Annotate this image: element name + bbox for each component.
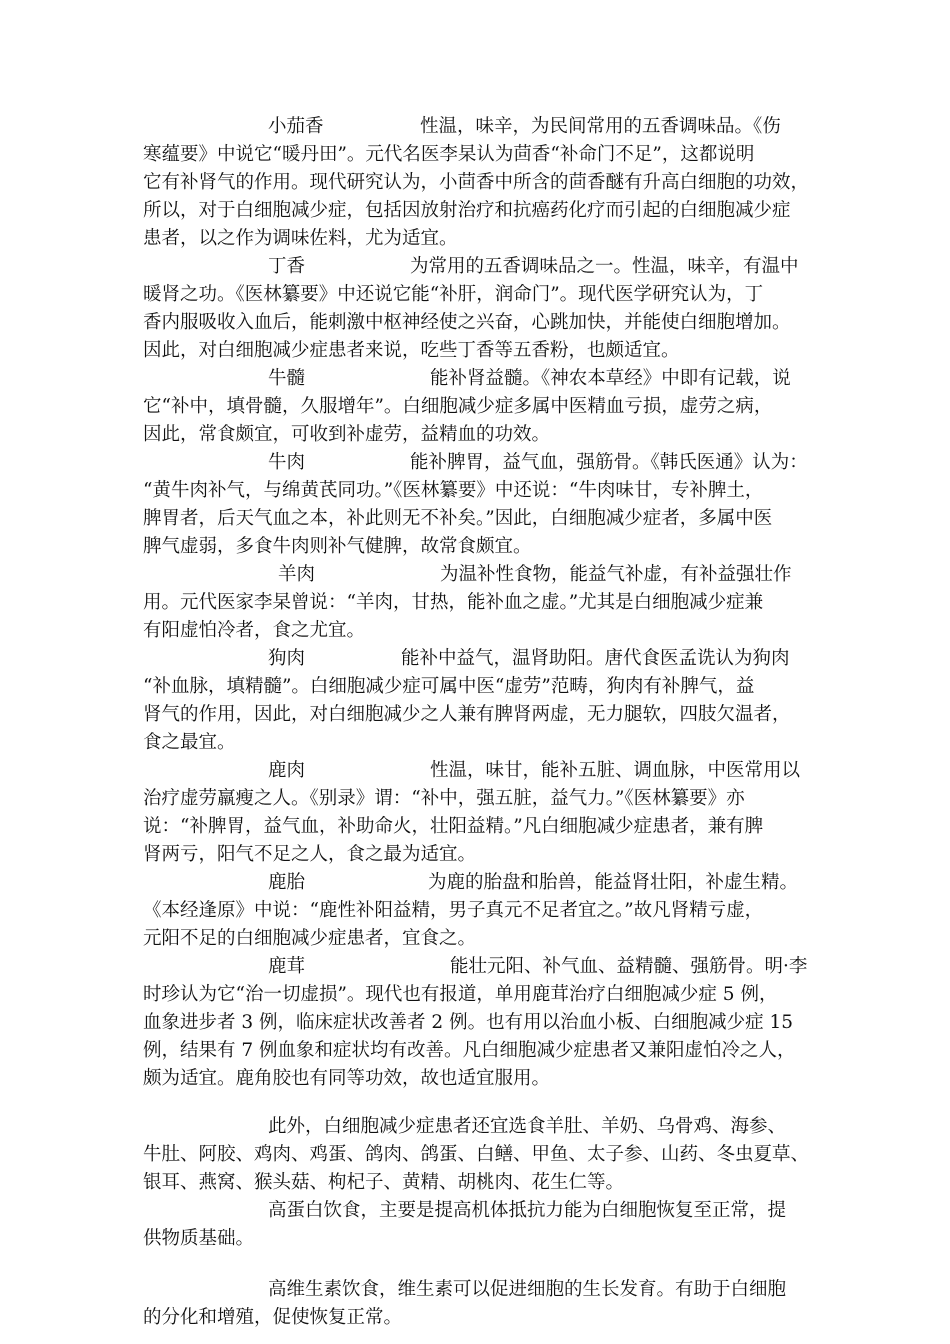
entry-line: 《本经逢原》中说：“鹿性补阳益精，男子真元不足者宜之。”故凡肾精亏虚， bbox=[143, 900, 764, 921]
entry-line: 香内服吸收入血后，能刺激中枢神经使之兴奋，心跳加快，并能使白细胞增加。 bbox=[143, 312, 791, 333]
food-entry-yangrou bbox=[143, 561, 809, 645]
paragraph-high-vitamin bbox=[143, 1276, 809, 1332]
entry-line: 食之最宜。 bbox=[143, 732, 236, 753]
entry-first-line: 能壮元阳、补气血、益精髓、强筋骨。明·李 bbox=[450, 956, 808, 977]
food-name: 鹿胎 bbox=[268, 872, 306, 893]
entry-line: 寒蕴要》中说它“暖丹田”。元代名医李杲认为茴香“补命门不足”，这都说明 bbox=[143, 144, 755, 165]
entry-line: 肾气的作用，因此，对白细胞减少之人兼有脾肾两虚，无力腿软，四肢欠温者， bbox=[143, 704, 791, 725]
food-name: 羊肉 bbox=[278, 564, 316, 585]
paragraph-other-foods bbox=[143, 1113, 809, 1197]
paragraph-first-line: 高蛋白饮食，主要是提高机体抵抗力能为白细胞恢复至正常，提 bbox=[268, 1200, 787, 1221]
entry-line: 说：“补脾胃，益气血，补助命火，壮阳益精。”凡白细胞减少症患者，兼有脾 bbox=[143, 816, 764, 837]
food-entry-lurong bbox=[143, 953, 809, 1093]
entry-line: 用。元代医家李杲曾说：“羊肉，甘热，能补血之虚。”尤其是白细胞减少症兼 bbox=[143, 592, 764, 613]
food-name: 小茄香 bbox=[268, 116, 324, 137]
food-name: 牛肉 bbox=[268, 452, 306, 473]
entry-line: 脾胃者，后天气血之本，补此则无不补矣。”因此，白细胞减少症者，多属中医 bbox=[143, 508, 773, 529]
entry-line: 患者，以之作为调味佐料，尤为适宜。 bbox=[143, 228, 458, 249]
entry-first-line: 能补中益气，温肾助阳。唐代食医孟诜认为狗肉 bbox=[401, 648, 790, 669]
entry-line: 它有补肾气的作用。现代研究认为，小茴香中所含的茴香醚有升高白细胞的功效， bbox=[143, 172, 810, 193]
entry-line: 暖肾之功。《医林纂要》中还说它能“补肝，润命门”。现代医学研究认为，丁 bbox=[143, 284, 764, 305]
food-entry-xiaohuixiang bbox=[143, 113, 809, 253]
paragraph-first-line: 此外，白细胞减少症患者还宜选食羊肚、羊奶、乌骨鸡、海参、 bbox=[268, 1116, 787, 1137]
entry-line: 时珍认为它“治一切虚损”。现代也有报道，单用鹿茸治疗白细胞减少症 5 例， bbox=[143, 984, 778, 1005]
food-name: 丁香 bbox=[268, 256, 306, 277]
entry-line: 有阳虚怕冷者，食之尤宜。 bbox=[143, 620, 366, 641]
entry-first-line: 性温，味辛，为民间常用的五香调味品。《伤 bbox=[420, 116, 781, 137]
entry-line: 元阳不足的白细胞减少症患者，宜食之。 bbox=[143, 928, 477, 949]
food-entry-niurou bbox=[143, 449, 809, 561]
food-name: 鹿肉 bbox=[268, 760, 306, 781]
entry-line: “补血脉，填精髓”。白细胞减少症可属中医“虚劳”范畴，狗肉有补脾气，益 bbox=[143, 676, 755, 697]
entry-first-line: 能补肾益髓。《神农本草经》中即有记载，说 bbox=[430, 368, 791, 389]
entry-line: 肾两亏，阳气不足之人，食之最为适宜。 bbox=[143, 844, 477, 865]
entry-line: 因此，对白细胞减少症患者来说，吃些丁香等五香粉，也颇适宜。 bbox=[143, 340, 680, 361]
entry-first-line: 为常用的五香调味品之一。性温，味辛，有温中 bbox=[410, 256, 799, 277]
paragraph-line: 的分化和增殖，促使恢复正常。 bbox=[143, 1307, 403, 1328]
entry-line: 例，结果有 7 例血象和症状均有改善。凡白细胞减少症患者又兼阳虚怕冷之人， bbox=[143, 1040, 796, 1061]
food-name: 狗肉 bbox=[268, 648, 306, 669]
paragraph-line: 银耳、燕窝、猴头菇、枸杞子、黄精、胡桃肉、花生仁等。 bbox=[143, 1172, 625, 1193]
food-entry-dingxiang bbox=[143, 253, 809, 365]
paragraph-first-line: 高维生素饮食，维生素可以促进细胞的生长发育。有助于白细胞 bbox=[268, 1279, 787, 1300]
entry-line: 脾气虚弱，多食牛肉则补气健脾，故常食颇宜。 bbox=[143, 536, 532, 557]
entry-line: 颇为适宜。鹿角胶也有同等功效，故也适宜服用。 bbox=[143, 1068, 551, 1089]
paragraph-line: 供物质基础。 bbox=[143, 1228, 255, 1249]
food-entry-niusui bbox=[143, 365, 809, 449]
paragraph-line: 牛肚、阿胶、鸡肉、鸡蛋、鸽肉、鸽蛋、白鳝、甲鱼、太子参、山药、冬虫夏草、 bbox=[143, 1144, 810, 1165]
paragraph-high-protein bbox=[143, 1197, 809, 1253]
food-name: 牛髓 bbox=[268, 368, 306, 389]
entry-line: 血象进步者 3 例，临床症状改善者 2 例。也有用以治血小板、白细胞减少症 15 bbox=[143, 1012, 793, 1033]
food-entry-lurou bbox=[143, 757, 809, 869]
entry-line: “黄牛肉补气，与绵黄芪同功。”《医林纂要》中还说：“牛肉味甘，专补脾土， bbox=[143, 480, 764, 501]
entry-line: 它“补中，填骨髓，久服增年”。白细胞减少症多属中医精血亏损，虚劳之病， bbox=[143, 396, 773, 417]
entry-first-line: 为鹿的胎盘和胎兽，能益肾壮阳，补虚生精。 bbox=[428, 872, 799, 893]
food-entry-gourou bbox=[143, 645, 809, 757]
entry-line: 治疗虚劳羸瘦之人。《别录》谓：“补中，强五脏，益气力。”《医林纂要》亦 bbox=[143, 788, 745, 809]
entry-line: 因此，常食颇宜，可收到补虚劳，益精血的功效。 bbox=[143, 424, 551, 445]
food-name: 鹿茸 bbox=[268, 956, 306, 977]
entry-line: 所以，对于白细胞减少症，包括因放射治疗和抗癌药化疗而引起的白细胞减少症 bbox=[143, 200, 791, 221]
entry-first-line: 性温，味甘，能补五脏、调血脉，中医常用以 bbox=[430, 760, 801, 781]
food-entry-lutai bbox=[143, 869, 809, 953]
entry-first-line: 为温补性食物，能益气补虚，有补益强壮作 bbox=[440, 564, 792, 585]
entry-first-line: 能补脾胃，益气血，强筋骨。《韩氏医通》认为： bbox=[410, 452, 808, 473]
